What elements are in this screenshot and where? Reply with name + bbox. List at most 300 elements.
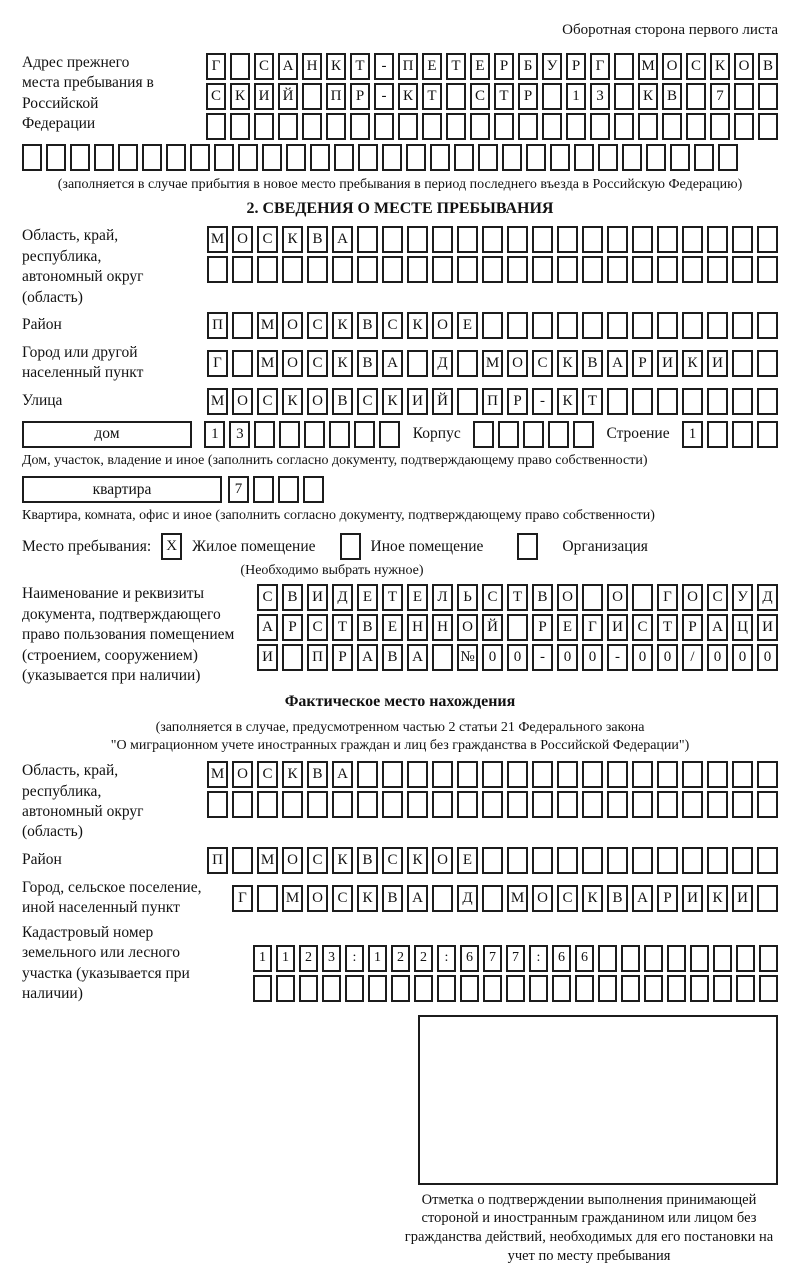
char-box[interactable] [638, 113, 658, 140]
char-box[interactable] [432, 226, 453, 253]
checkbox-other-premises[interactable] [340, 533, 361, 560]
char-box[interactable] [682, 388, 703, 415]
char-box[interactable] [407, 226, 428, 253]
char-box[interactable] [713, 945, 732, 972]
char-box[interactable]: В [357, 614, 378, 641]
char-box[interactable] [94, 144, 114, 171]
char-box[interactable]: Р [632, 350, 653, 377]
char-box[interactable] [257, 791, 278, 818]
char-box[interactable] [232, 847, 253, 874]
char-box[interactable]: - [532, 644, 553, 671]
char-box[interactable]: Р [350, 83, 370, 110]
char-box[interactable]: М [257, 350, 278, 377]
char-box[interactable]: 3 [229, 421, 250, 448]
char-box[interactable] [757, 312, 778, 339]
char-box[interactable]: К [557, 388, 578, 415]
char-box[interactable]: 1 [204, 421, 225, 448]
char-box[interactable]: Е [457, 847, 478, 874]
char-box[interactable]: К [582, 885, 603, 912]
char-box[interactable] [303, 476, 324, 503]
char-box[interactable] [357, 226, 378, 253]
char-box[interactable] [732, 350, 753, 377]
char-box[interactable] [757, 791, 778, 818]
char-box[interactable]: К [557, 350, 578, 377]
char-box[interactable]: П [482, 388, 503, 415]
char-box[interactable] [657, 761, 678, 788]
char-box[interactable]: Р [332, 644, 353, 671]
char-box[interactable]: 6 [575, 945, 594, 972]
char-box[interactable]: Р [566, 53, 586, 80]
char-box[interactable] [632, 584, 653, 611]
char-box[interactable] [282, 644, 303, 671]
char-box[interactable] [590, 113, 610, 140]
char-box[interactable] [707, 312, 728, 339]
char-box[interactable] [532, 847, 553, 874]
char-box[interactable]: Л [432, 584, 453, 611]
char-box[interactable] [657, 847, 678, 874]
char-box[interactable] [22, 144, 42, 171]
char-box[interactable]: 1 [276, 945, 295, 972]
char-box[interactable] [632, 388, 653, 415]
char-box[interactable]: 0 [657, 644, 678, 671]
char-box[interactable]: С [254, 53, 274, 80]
char-box[interactable]: И [682, 885, 703, 912]
char-box[interactable]: О [232, 388, 253, 415]
char-box[interactable]: Т [494, 83, 514, 110]
char-box[interactable] [686, 83, 706, 110]
char-box[interactable] [682, 791, 703, 818]
char-box[interactable]: Р [282, 614, 303, 641]
char-box[interactable] [457, 761, 478, 788]
char-box[interactable]: Е [422, 53, 442, 80]
char-box[interactable]: П [398, 53, 418, 80]
char-box[interactable]: А [278, 53, 298, 80]
char-box[interactable] [598, 144, 618, 171]
char-box[interactable]: М [207, 226, 228, 253]
char-box[interactable] [532, 226, 553, 253]
char-box[interactable] [382, 256, 403, 283]
char-box[interactable] [694, 144, 714, 171]
char-box[interactable] [557, 847, 578, 874]
char-box[interactable] [529, 975, 548, 1002]
char-box[interactable]: К [230, 83, 250, 110]
char-box[interactable] [582, 312, 603, 339]
char-box[interactable]: Р [532, 614, 553, 641]
char-box[interactable]: А [407, 644, 428, 671]
char-box[interactable] [657, 791, 678, 818]
char-box[interactable]: 2 [414, 945, 433, 972]
char-box[interactable] [506, 975, 525, 1002]
char-box[interactable] [302, 83, 322, 110]
char-box[interactable] [632, 256, 653, 283]
char-box[interactable]: Е [557, 614, 578, 641]
char-box[interactable]: - [607, 644, 628, 671]
char-box[interactable] [299, 975, 318, 1002]
char-box[interactable] [482, 312, 503, 339]
char-box[interactable] [670, 144, 690, 171]
char-box[interactable] [382, 226, 403, 253]
char-box[interactable]: С [382, 847, 403, 874]
char-box[interactable]: К [282, 226, 303, 253]
char-box[interactable]: Т [507, 584, 528, 611]
char-box[interactable] [482, 256, 503, 283]
char-box[interactable] [646, 144, 666, 171]
char-box[interactable] [432, 761, 453, 788]
char-box[interactable]: Г [207, 350, 228, 377]
char-box[interactable] [482, 226, 503, 253]
char-box[interactable]: П [207, 847, 228, 874]
char-box[interactable]: О [607, 584, 628, 611]
char-box[interactable]: Е [407, 584, 428, 611]
char-box[interactable] [457, 226, 478, 253]
char-box[interactable] [407, 350, 428, 377]
char-box[interactable] [507, 847, 528, 874]
char-box[interactable]: В [382, 644, 403, 671]
char-box[interactable]: / [682, 644, 703, 671]
char-box[interactable]: С [470, 83, 490, 110]
char-box[interactable] [734, 113, 754, 140]
char-box[interactable] [307, 791, 328, 818]
char-box[interactable] [736, 975, 755, 1002]
char-box[interactable]: Т [657, 614, 678, 641]
char-box[interactable]: В [307, 226, 328, 253]
char-box[interactable] [707, 791, 728, 818]
char-box[interactable] [713, 975, 732, 1002]
char-box[interactable] [758, 113, 778, 140]
char-box[interactable] [446, 113, 466, 140]
char-box[interactable]: С [257, 761, 278, 788]
char-box[interactable]: К [707, 885, 728, 912]
char-box[interactable] [707, 226, 728, 253]
char-box[interactable]: В [357, 312, 378, 339]
char-box[interactable] [644, 945, 663, 972]
char-box[interactable] [622, 144, 642, 171]
char-box[interactable]: Е [457, 312, 478, 339]
char-box[interactable] [682, 761, 703, 788]
char-box[interactable] [582, 226, 603, 253]
char-box[interactable]: - [532, 388, 553, 415]
char-box[interactable] [614, 113, 634, 140]
char-box[interactable]: К [407, 312, 428, 339]
char-box[interactable] [432, 644, 453, 671]
char-box[interactable]: Д [332, 584, 353, 611]
char-box[interactable] [757, 421, 778, 448]
char-box[interactable] [282, 791, 303, 818]
char-box[interactable]: М [507, 885, 528, 912]
char-box[interactable]: О [734, 53, 754, 80]
char-box[interactable]: 2 [299, 945, 318, 972]
char-box[interactable] [498, 421, 519, 448]
char-box[interactable]: О [662, 53, 682, 80]
char-box[interactable] [282, 256, 303, 283]
char-box[interactable]: Р [494, 53, 514, 80]
char-box[interactable] [253, 975, 272, 1002]
char-box[interactable] [286, 144, 306, 171]
apartment-type-box[interactable]: квартира [22, 476, 222, 503]
char-box[interactable] [557, 256, 578, 283]
char-box[interactable]: 7 [506, 945, 525, 972]
char-box[interactable] [422, 113, 442, 140]
char-box[interactable]: С [482, 584, 503, 611]
char-box[interactable] [574, 144, 594, 171]
char-box[interactable] [414, 975, 433, 1002]
char-box[interactable]: 3 [322, 945, 341, 972]
char-box[interactable] [262, 144, 282, 171]
char-box[interactable] [307, 256, 328, 283]
char-box[interactable] [432, 885, 453, 912]
char-box[interactable]: Г [657, 584, 678, 611]
char-box[interactable] [732, 312, 753, 339]
char-box[interactable] [632, 791, 653, 818]
char-box[interactable] [732, 256, 753, 283]
char-box[interactable] [278, 113, 298, 140]
char-box[interactable] [582, 256, 603, 283]
char-box[interactable]: С [707, 584, 728, 611]
char-box[interactable] [345, 975, 364, 1002]
char-box[interactable] [374, 113, 394, 140]
char-box[interactable] [382, 791, 403, 818]
char-box[interactable] [732, 847, 753, 874]
char-box[interactable] [230, 113, 250, 140]
char-box[interactable]: Д [432, 350, 453, 377]
char-box[interactable]: О [532, 885, 553, 912]
char-box[interactable]: В [532, 584, 553, 611]
char-box[interactable]: А [257, 614, 278, 641]
char-box[interactable] [523, 421, 544, 448]
char-box[interactable]: Р [518, 83, 538, 110]
char-box[interactable] [507, 614, 528, 641]
char-box[interactable] [707, 256, 728, 283]
char-box[interactable] [758, 83, 778, 110]
char-box[interactable]: 0 [507, 644, 528, 671]
char-box[interactable] [607, 791, 628, 818]
char-box[interactable] [357, 791, 378, 818]
char-box[interactable] [526, 144, 546, 171]
char-box[interactable] [190, 144, 210, 171]
char-box[interactable] [507, 256, 528, 283]
char-box[interactable] [407, 761, 428, 788]
char-box[interactable] [707, 847, 728, 874]
char-box[interactable]: С [307, 614, 328, 641]
char-box[interactable]: С [557, 885, 578, 912]
char-box[interactable]: К [357, 885, 378, 912]
char-box[interactable]: О [282, 350, 303, 377]
char-box[interactable]: Г [590, 53, 610, 80]
char-box[interactable] [667, 945, 686, 972]
char-box[interactable]: : [529, 945, 548, 972]
char-box[interactable]: М [257, 847, 278, 874]
char-box[interactable]: С [382, 312, 403, 339]
char-box[interactable] [607, 847, 628, 874]
char-box[interactable] [552, 975, 571, 1002]
char-box[interactable] [254, 113, 274, 140]
char-box[interactable]: К [282, 388, 303, 415]
char-box[interactable]: Е [357, 584, 378, 611]
char-box[interactable] [502, 144, 522, 171]
char-box[interactable]: 3 [590, 83, 610, 110]
char-box[interactable] [557, 312, 578, 339]
char-box[interactable] [118, 144, 138, 171]
char-box[interactable] [566, 113, 586, 140]
char-box[interactable] [507, 226, 528, 253]
char-box[interactable]: Н [432, 614, 453, 641]
char-box[interactable] [614, 83, 634, 110]
char-box[interactable] [682, 312, 703, 339]
char-box[interactable]: А [332, 761, 353, 788]
char-box[interactable] [70, 144, 90, 171]
char-box[interactable] [507, 312, 528, 339]
char-box[interactable] [632, 847, 653, 874]
char-box[interactable] [632, 761, 653, 788]
char-box[interactable] [482, 761, 503, 788]
char-box[interactable]: О [432, 312, 453, 339]
char-box[interactable]: К [332, 312, 353, 339]
char-box[interactable] [432, 256, 453, 283]
char-box[interactable]: Т [446, 53, 466, 80]
char-box[interactable] [573, 421, 594, 448]
char-box[interactable]: Т [582, 388, 603, 415]
char-box[interactable] [632, 312, 653, 339]
char-box[interactable]: И [257, 644, 278, 671]
char-box[interactable] [457, 350, 478, 377]
char-box[interactable] [557, 761, 578, 788]
house-type-box[interactable]: дом [22, 421, 192, 448]
char-box[interactable] [582, 761, 603, 788]
char-box[interactable]: В [282, 584, 303, 611]
char-box[interactable]: 1 [566, 83, 586, 110]
char-box[interactable] [550, 144, 570, 171]
char-box[interactable]: М [482, 350, 503, 377]
char-box[interactable]: 6 [460, 945, 479, 972]
char-box[interactable] [707, 388, 728, 415]
char-box[interactable] [598, 945, 617, 972]
char-box[interactable] [690, 975, 709, 1002]
char-box[interactable]: В [332, 388, 353, 415]
char-box[interactable] [582, 584, 603, 611]
char-box[interactable]: С [307, 350, 328, 377]
char-box[interactable] [457, 791, 478, 818]
char-box[interactable]: О [507, 350, 528, 377]
char-box[interactable]: Ц [732, 614, 753, 641]
char-box[interactable]: Й [278, 83, 298, 110]
char-box[interactable] [482, 847, 503, 874]
char-box[interactable] [354, 421, 375, 448]
char-box[interactable]: № [457, 644, 478, 671]
char-box[interactable]: А [632, 885, 653, 912]
char-box[interactable]: Т [382, 584, 403, 611]
char-box[interactable] [607, 312, 628, 339]
char-box[interactable]: Е [470, 53, 490, 80]
char-box[interactable] [332, 256, 353, 283]
char-box[interactable] [279, 421, 300, 448]
char-box[interactable]: О [282, 847, 303, 874]
char-box[interactable]: С [257, 584, 278, 611]
char-box[interactable]: - [374, 53, 394, 80]
char-box[interactable] [757, 761, 778, 788]
char-box[interactable] [304, 421, 325, 448]
char-box[interactable] [732, 421, 753, 448]
char-box[interactable]: К [382, 388, 403, 415]
char-box[interactable] [759, 975, 778, 1002]
char-box[interactable] [379, 421, 400, 448]
char-box[interactable] [607, 226, 628, 253]
char-box[interactable] [532, 256, 553, 283]
char-box[interactable]: С [257, 226, 278, 253]
char-box[interactable]: : [437, 945, 456, 972]
char-box[interactable]: И [307, 584, 328, 611]
char-box[interactable] [483, 975, 502, 1002]
char-box[interactable]: С [307, 312, 328, 339]
char-box[interactable]: О [232, 226, 253, 253]
char-box[interactable]: 0 [732, 644, 753, 671]
char-box[interactable]: О [307, 885, 328, 912]
char-box[interactable]: Г [206, 53, 226, 80]
char-box[interactable]: К [638, 83, 658, 110]
char-box[interactable] [473, 421, 494, 448]
char-box[interactable] [382, 144, 402, 171]
char-box[interactable] [757, 885, 778, 912]
char-box[interactable] [557, 791, 578, 818]
char-box[interactable]: 0 [557, 644, 578, 671]
char-box[interactable] [214, 144, 234, 171]
char-box[interactable] [532, 312, 553, 339]
char-box[interactable]: 0 [707, 644, 728, 671]
char-box[interactable] [598, 975, 617, 1002]
char-box[interactable]: П [307, 644, 328, 671]
char-box[interactable]: Т [332, 614, 353, 641]
char-box[interactable] [207, 256, 228, 283]
checkbox-organization[interactable] [517, 533, 538, 560]
char-box[interactable] [230, 53, 250, 80]
char-box[interactable]: Н [302, 53, 322, 80]
char-box[interactable] [358, 144, 378, 171]
char-box[interactable] [657, 226, 678, 253]
char-box[interactable] [232, 350, 253, 377]
char-box[interactable] [582, 847, 603, 874]
char-box[interactable]: О [282, 312, 303, 339]
char-box[interactable]: М [638, 53, 658, 80]
char-box[interactable]: 0 [632, 644, 653, 671]
char-box[interactable]: А [332, 226, 353, 253]
char-box[interactable]: 6 [552, 945, 571, 972]
char-box[interactable]: С [332, 885, 353, 912]
char-box[interactable]: К [407, 847, 428, 874]
char-box[interactable] [326, 113, 346, 140]
char-box[interactable]: К [332, 847, 353, 874]
char-box[interactable] [382, 761, 403, 788]
char-box[interactable]: М [257, 312, 278, 339]
char-box[interactable]: О [232, 761, 253, 788]
char-box[interactable] [518, 113, 538, 140]
char-box[interactable]: : [345, 945, 364, 972]
char-box[interactable] [644, 975, 663, 1002]
char-box[interactable]: Р [507, 388, 528, 415]
char-box[interactable]: А [357, 644, 378, 671]
char-box[interactable]: И [707, 350, 728, 377]
char-box[interactable] [690, 945, 709, 972]
checkbox-residential[interactable]: X [161, 533, 182, 560]
char-box[interactable]: В [582, 350, 603, 377]
char-box[interactable] [575, 975, 594, 1002]
char-box[interactable] [407, 791, 428, 818]
char-box[interactable]: О [432, 847, 453, 874]
char-box[interactable] [430, 144, 450, 171]
char-box[interactable]: С [307, 847, 328, 874]
char-box[interactable] [329, 421, 350, 448]
char-box[interactable]: И [254, 83, 274, 110]
char-box[interactable]: М [207, 761, 228, 788]
char-box[interactable] [398, 113, 418, 140]
